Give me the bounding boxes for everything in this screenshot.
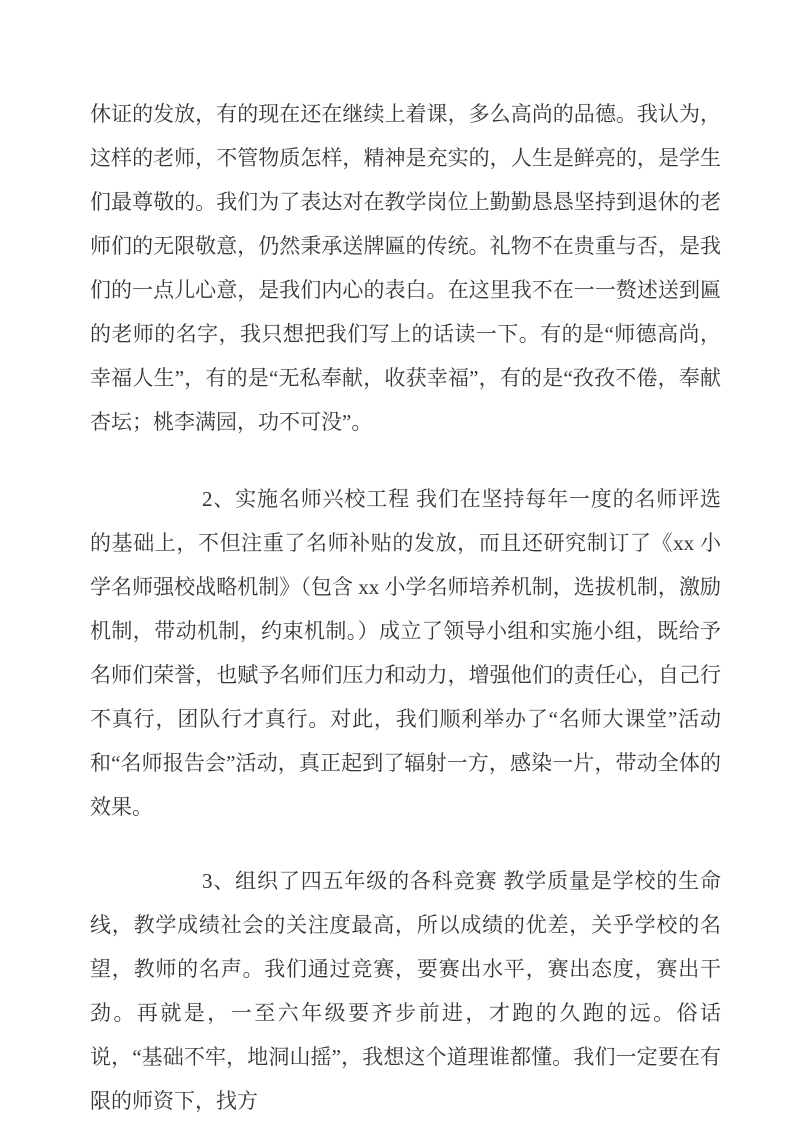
paragraph-continuation: 休证的发放，有的现在还在继续上着课，多么高尚的品德。我认为，这样的老师，不管物质怎样，精神是充实的，人生是鲜亮的，是学生们最尊敬的。我们为了表达对在教学岗位上勤勤恳恳坚持到退休的老师们的无限敬意，仍然秉承送牌匾的传统。礼物不在贵重与否，是我们的一点儿心意，是我们内心的表白。在这里我不在一一赘述送到匾的老师的名字，我只想把我们写上的话读一下。有的是“师德高尚，幸福人生”，有的是“无私奉献，收获幸福”，有的是“孜孜不倦，奉献杏坛；桃李满园，功不可没”。 — [90, 102, 721, 434]
paragraph-item-3: 3、组织了四五年级的各科竞赛 教学质量是学校的生命线，教学成绩社会的关注度最高，所以成绩的优差，关乎学校的名望，教师的名声。我们通过竞赛，要赛出水平，赛出态度，赛出干劲。再就是，一至六年级要齐步前进，才跑的久跑的远。俗话说，“基础不牢，地洞山摇”，我想这个道理谁都懂。我们一定要在有限的师资下，找方 — [90, 869, 721, 1113]
paragraph-item-2: 2、实施名师兴校工程 我们在坚持每年一度的名师评选的基础上，不但注重了名师补贴的发放，而且还研究制订了《xx 小学名师强校战略机制》（包含 xx 小学名师培养机制，选拔机制，激励机制，带动机制，约束机制。）成立了领导小组和实施小组，既给予名师们荣誉，也赋予名师们压力和动力，增强他们的责任心，自己行不真行，团队行才真行。对此，我们顺利举办了“名师大课堂”活动和“名师报告会”活动，真正起到了辐射一方，感染一片，带动全体的效果。 — [90, 487, 721, 819]
